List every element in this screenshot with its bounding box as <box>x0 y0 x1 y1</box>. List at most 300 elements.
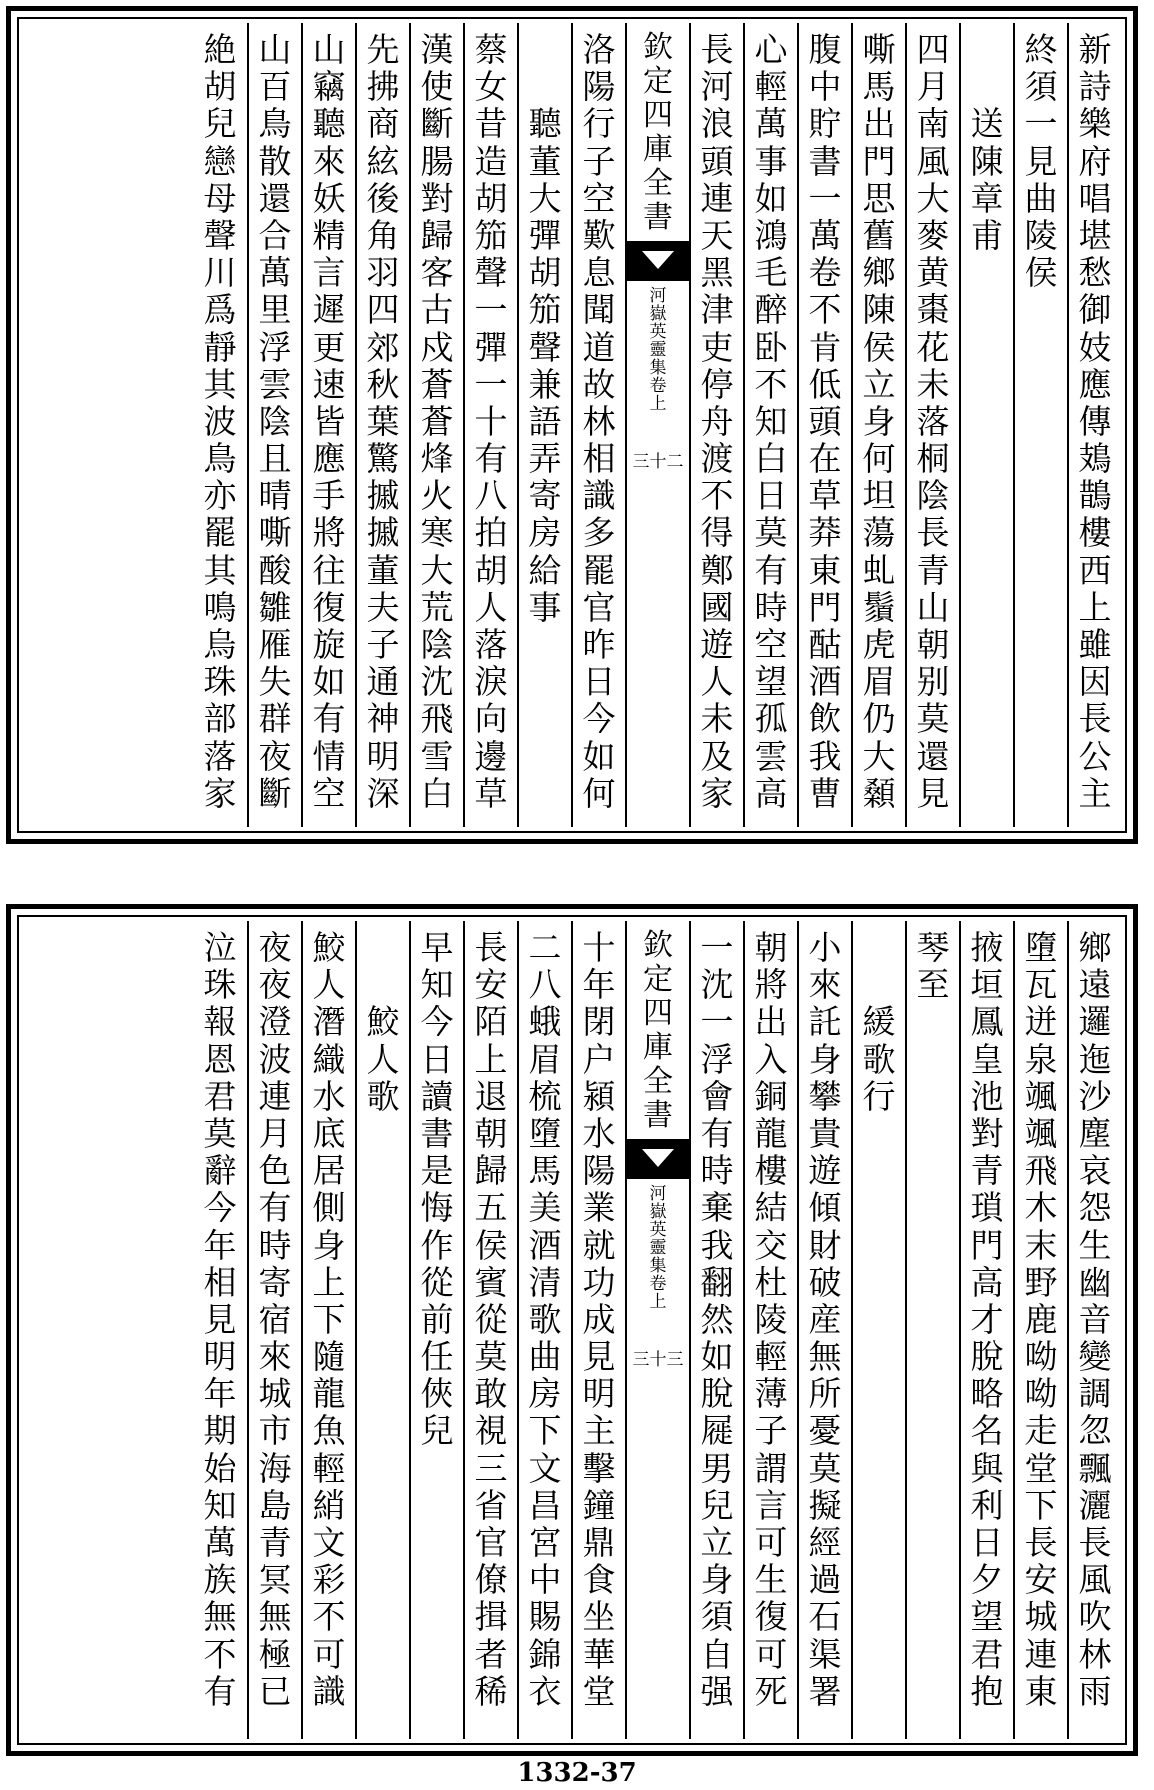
collection-title-char: 河 <box>649 1184 667 1204</box>
text-char: 火 <box>420 476 454 516</box>
text-char: 眉 <box>528 1039 562 1079</box>
text-char: 産 <box>808 1299 842 1339</box>
text-char: 翻 <box>700 1262 734 1302</box>
text-char: 颯 <box>1024 1113 1058 1153</box>
text-char: 嘶 <box>862 30 896 69</box>
text-char: 夜 <box>258 965 292 1005</box>
text-char: 居 <box>312 1151 346 1191</box>
text-char: 擬 <box>808 1485 842 1525</box>
text-char: 十 <box>582 928 616 967</box>
text-char: 戍 <box>420 327 454 367</box>
text-char: 雁 <box>258 625 292 664</box>
text-char: 美 <box>528 1188 562 1228</box>
text-column <box>517 921 571 1739</box>
header-title-char: 全 <box>643 1064 673 1099</box>
text-column <box>905 921 959 1739</box>
text-char: 摵 <box>366 513 400 553</box>
text-char: 珠 <box>203 965 237 1005</box>
text-char: 造 <box>474 141 508 181</box>
text-char: 綃 <box>312 1485 346 1525</box>
top-page-frame <box>6 6 1138 844</box>
text-char: 野 <box>1024 1262 1058 1302</box>
text-char: 怨 <box>1078 1188 1112 1228</box>
text-char: 無 <box>808 1337 842 1377</box>
text-column <box>301 23 355 827</box>
text-char: 復 <box>754 1597 788 1637</box>
text-char: 立 <box>862 364 896 404</box>
text-char: 黄 <box>916 253 950 293</box>
text-char: 道 <box>582 327 616 367</box>
text-char: 如 <box>582 736 616 776</box>
text-column <box>743 23 797 827</box>
text-char: 望 <box>754 662 788 702</box>
text-char: 迸 <box>1024 1002 1058 1042</box>
text-char: 人 <box>474 587 508 627</box>
text-char: 一 <box>474 364 508 404</box>
text-char: 得 <box>700 513 734 553</box>
text-char: 墮 <box>528 1113 562 1153</box>
text-char: 花 <box>916 327 950 367</box>
text-char: 生 <box>1078 1225 1112 1265</box>
text-char: 俠 <box>420 1374 454 1414</box>
text-char: 島 <box>258 1485 292 1525</box>
text-char: 河 <box>700 67 734 107</box>
text-char: 肯 <box>808 327 842 367</box>
text-char: 長 <box>1078 1523 1112 1562</box>
text-char: 唱 <box>1078 178 1112 218</box>
text-column <box>1013 23 1067 827</box>
text-char: 鄉 <box>862 253 896 293</box>
text-char: 賜 <box>528 1597 562 1637</box>
text-char: 輕 <box>754 67 788 107</box>
text-char: 飄 <box>1078 1448 1112 1488</box>
text-char: 葉 <box>366 401 400 441</box>
text-char: 連 <box>258 1076 292 1116</box>
text-char: 相 <box>582 439 616 479</box>
text-char: 安 <box>474 965 508 1005</box>
collection-title-char: 靈 <box>649 340 667 360</box>
text-char: 見 <box>916 773 950 813</box>
text-char: 吏 <box>700 327 734 367</box>
text-char: 退 <box>474 1076 508 1116</box>
text-char: 房 <box>528 1374 562 1414</box>
text-char: 擊 <box>582 1448 616 1488</box>
volume-char: 卷 <box>649 376 667 396</box>
text-char: 彈 <box>528 215 562 255</box>
text-char: 三 <box>474 1448 508 1488</box>
text-char: 虎 <box>862 625 896 664</box>
text-char: 萬 <box>258 253 292 293</box>
text-column <box>743 921 797 1739</box>
text-char: 其 <box>203 364 237 404</box>
text-char: 身 <box>862 401 896 441</box>
text-char: 鮫 <box>312 928 346 967</box>
text-char: 高 <box>754 773 788 813</box>
text-char: 夕 <box>970 1560 1004 1600</box>
text-column <box>463 921 517 1739</box>
text-char: 鮫 <box>366 1002 400 1042</box>
text-char: 財 <box>808 1225 842 1265</box>
text-char: 頭 <box>808 401 842 441</box>
text-char: 海 <box>258 1448 292 1488</box>
header-title-char: 定 <box>643 962 673 997</box>
text-char: 雪 <box>420 736 454 776</box>
text-char: 清 <box>528 1262 562 1302</box>
text-char: 所 <box>808 1374 842 1414</box>
text-char: 多 <box>582 513 616 553</box>
text-char: 成 <box>582 1299 616 1339</box>
text-char: 陵 <box>1024 215 1058 255</box>
text-char: 笳 <box>474 215 508 255</box>
text-char: 極 <box>258 1634 292 1674</box>
text-char: 錦 <box>528 1634 562 1674</box>
text-char: 生 <box>754 1560 788 1600</box>
text-char: 莫 <box>754 513 788 553</box>
bottom-page-columns <box>23 921 1121 1739</box>
text-char: 須 <box>700 1597 734 1637</box>
text-char: 羽 <box>366 253 400 293</box>
text-char: 萬 <box>754 104 788 144</box>
text-char: 堂 <box>1024 1448 1058 1488</box>
text-char: 瓦 <box>1024 965 1058 1005</box>
text-char: 子 <box>582 141 616 181</box>
text-char: 歌 <box>366 1076 400 1116</box>
text-char: 利 <box>970 1485 1004 1525</box>
text-char: 陽 <box>582 1151 616 1191</box>
text-char: 脫 <box>970 1337 1004 1377</box>
text-column <box>301 921 355 1739</box>
text-char: 蒼 <box>420 401 454 441</box>
text-char: 出 <box>862 104 896 144</box>
page-header-column <box>625 921 689 1739</box>
text-char: 棄 <box>700 1188 734 1228</box>
text-column <box>851 921 905 1739</box>
text-column <box>355 921 409 1739</box>
text-char: 思 <box>862 178 896 218</box>
text-char: 淚 <box>474 662 508 702</box>
text-char: 散 <box>258 141 292 181</box>
page-header-column <box>625 23 689 827</box>
text-char: 毛 <box>754 253 788 293</box>
text-char: 呦 <box>1024 1337 1058 1377</box>
text-char: 卷 <box>808 253 842 293</box>
text-char: 鄭 <box>700 550 734 590</box>
text-char: 津 <box>700 290 734 330</box>
text-char: 朝 <box>754 928 788 967</box>
text-column <box>247 23 301 827</box>
text-char: 走 <box>1024 1411 1058 1451</box>
text-char: 夜 <box>258 928 292 967</box>
text-char: 陵 <box>754 1299 788 1339</box>
text-char: 年 <box>203 1374 237 1414</box>
text-char: 虬 <box>862 550 896 590</box>
text-char: 空 <box>582 178 616 218</box>
text-char: 送 <box>970 104 1004 144</box>
text-char: 至 <box>916 965 950 1005</box>
text-char: 下 <box>312 1299 346 1339</box>
text-char: 終 <box>1024 30 1058 69</box>
text-char: 破 <box>808 1262 842 1302</box>
text-char: 早 <box>420 928 454 967</box>
text-char: 夜 <box>258 736 292 776</box>
text-char: 男 <box>700 1448 734 1488</box>
text-char: 文 <box>528 1448 562 1488</box>
text-char: 草 <box>474 773 508 813</box>
text-char: 四 <box>366 290 400 330</box>
text-char: 還 <box>916 736 950 776</box>
text-char: 稀 <box>474 1671 508 1711</box>
text-column <box>517 23 571 827</box>
text-char: 不 <box>203 1634 237 1674</box>
text-char: 長 <box>1024 1523 1058 1562</box>
text-char: 灑 <box>1078 1485 1112 1525</box>
text-char: 時 <box>754 587 788 627</box>
text-column <box>797 23 851 827</box>
text-char: 魚 <box>312 1411 346 1451</box>
text-char: 歌 <box>528 1299 562 1339</box>
text-char: 堪 <box>1078 215 1112 255</box>
text-char: 如 <box>312 662 346 702</box>
text-char: 今 <box>203 1188 237 1228</box>
text-char: 飛 <box>420 699 454 739</box>
text-char: 空 <box>754 625 788 664</box>
text-char: 門 <box>808 587 842 627</box>
text-char: 往 <box>312 550 346 590</box>
text-char: 一 <box>700 928 734 967</box>
text-char: 掖 <box>970 928 1004 967</box>
text-char: 何 <box>582 773 616 813</box>
text-char: 且 <box>258 439 292 479</box>
text-char: 連 <box>1024 1634 1058 1674</box>
text-char: 何 <box>862 439 896 479</box>
text-char: 南 <box>916 104 950 144</box>
text-char: 五 <box>474 1188 508 1228</box>
text-char: 府 <box>1078 141 1112 181</box>
leaf-number: 三十二 <box>632 452 684 472</box>
text-char: 八 <box>474 476 508 516</box>
text-char: 身 <box>312 1225 346 1265</box>
text-char: 見 <box>203 1299 237 1339</box>
text-char: 朝 <box>474 1113 508 1153</box>
text-char: 上 <box>474 1039 508 1079</box>
text-char: 胡 <box>474 550 508 590</box>
text-char: 語 <box>528 401 562 441</box>
text-char: 對 <box>970 1113 1004 1153</box>
text-char: 其 <box>203 550 237 590</box>
text-char: 始 <box>203 1448 237 1488</box>
text-char: 晴 <box>258 476 292 516</box>
text-char: 一 <box>1024 104 1058 144</box>
text-char: 謂 <box>754 1448 788 1488</box>
text-char: 末 <box>1024 1225 1058 1265</box>
collection-title-char: 集 <box>649 1256 667 1276</box>
text-char: 名 <box>970 1411 1004 1451</box>
text-char: 大 <box>916 178 950 218</box>
text-char: 宿 <box>258 1299 292 1339</box>
text-char: 立 <box>700 1523 734 1562</box>
text-char: 會 <box>700 1076 734 1116</box>
text-char: 曲 <box>1024 178 1058 218</box>
text-char: 鐘 <box>582 1485 616 1525</box>
text-char: 銅 <box>754 1076 788 1116</box>
text-char: 琴 <box>916 928 950 967</box>
text-char: 白 <box>420 773 454 813</box>
text-char: 長 <box>916 513 950 553</box>
text-char: 交 <box>754 1225 788 1265</box>
text-char: 聽 <box>528 104 562 144</box>
text-char: 貴 <box>808 1113 842 1153</box>
text-char: 皇 <box>970 1039 1004 1079</box>
text-char: 言 <box>312 253 346 293</box>
text-char: 今 <box>582 699 616 739</box>
text-char: 兒 <box>203 104 237 144</box>
text-char: 二 <box>528 928 562 967</box>
text-char: 視 <box>474 1411 508 1451</box>
text-char: 鹿 <box>1024 1299 1058 1339</box>
text-char: 萬 <box>203 1523 237 1562</box>
header-title-char: 四 <box>643 98 673 133</box>
text-column <box>905 23 959 827</box>
text-char: 垣 <box>970 965 1004 1005</box>
text-char: 户 <box>582 1039 616 1079</box>
text-char: 華 <box>582 1634 616 1674</box>
text-char: 侯 <box>474 1225 508 1265</box>
text-char: 遊 <box>808 1151 842 1191</box>
text-char: 墮 <box>1024 928 1058 967</box>
text-char: 莫 <box>474 1337 508 1377</box>
text-char: 酒 <box>528 1225 562 1265</box>
text-char: 忽 <box>1078 1411 1112 1451</box>
text-column <box>797 921 851 1739</box>
text-char: 龍 <box>312 1374 346 1414</box>
text-char: 死 <box>754 1671 788 1711</box>
text-column <box>193 921 247 1739</box>
text-char: 是 <box>420 1151 454 1191</box>
text-char: 識 <box>582 476 616 516</box>
text-char: 蛾 <box>528 1002 562 1042</box>
text-char: 神 <box>366 699 400 739</box>
text-char: 梳 <box>528 1076 562 1116</box>
text-char: 衣 <box>528 1671 562 1711</box>
text-char: 息 <box>582 253 616 293</box>
text-column <box>959 921 1013 1739</box>
text-char: 時 <box>258 1225 292 1265</box>
text-char: 事 <box>754 141 788 181</box>
text-column <box>959 23 1013 827</box>
text-char: 宮 <box>528 1523 562 1562</box>
text-char: 聲 <box>528 327 562 367</box>
text-char: 不 <box>700 476 734 516</box>
text-char: 可 <box>754 1523 788 1562</box>
text-char: 人 <box>700 662 734 702</box>
text-char: 音 <box>1078 1299 1112 1339</box>
text-char: 門 <box>970 1225 1004 1265</box>
text-char: 深 <box>366 773 400 813</box>
text-char: 水 <box>312 1076 346 1116</box>
text-char: 速 <box>312 364 346 404</box>
collection-title-char: 英 <box>649 322 667 342</box>
text-char: 將 <box>754 965 788 1005</box>
text-char: 書 <box>808 141 842 181</box>
text-char: 酒 <box>808 662 842 702</box>
text-char: 酸 <box>258 550 292 590</box>
text-char: 輕 <box>754 1337 788 1377</box>
text-char: 鄉 <box>1078 928 1112 967</box>
text-char: 罷 <box>203 513 237 553</box>
text-char: 傳 <box>1078 401 1112 441</box>
text-char: 昨 <box>582 625 616 664</box>
text-char: 風 <box>916 141 950 181</box>
header-title-char: 欽 <box>643 928 673 963</box>
text-char: 泣 <box>203 928 237 967</box>
collection-title-char: 靈 <box>649 1238 667 1258</box>
text-char: 行 <box>582 104 616 144</box>
text-char: 兒 <box>420 1411 454 1451</box>
text-char: 行 <box>862 1076 896 1116</box>
text-char: 對 <box>420 178 454 218</box>
text-char: 憂 <box>808 1411 842 1451</box>
text-char: 顙 <box>862 773 896 813</box>
text-char: 託 <box>808 1002 842 1042</box>
text-char: 有 <box>474 439 508 479</box>
text-char: 低 <box>808 364 842 404</box>
text-char: 樓 <box>1078 513 1112 553</box>
header-title-char: 全 <box>643 166 673 201</box>
text-char: 頭 <box>700 141 734 181</box>
text-char: 食 <box>582 1560 616 1600</box>
text-char: 日 <box>582 662 616 702</box>
text-char: 有 <box>754 550 788 590</box>
text-column <box>1067 921 1121 1739</box>
text-char: 陌 <box>474 1002 508 1042</box>
text-char: 詩 <box>1078 67 1112 107</box>
text-char: 大 <box>862 736 896 776</box>
text-char: 曲 <box>528 1337 562 1377</box>
text-char: 通 <box>366 662 400 702</box>
text-char: 漢 <box>420 30 454 69</box>
text-char: 無 <box>258 1597 292 1637</box>
text-char: 屣 <box>700 1411 734 1451</box>
text-char: 知 <box>754 401 788 441</box>
text-char: 下 <box>1024 1485 1058 1525</box>
text-char: 手 <box>312 476 346 516</box>
text-char: 者 <box>474 1634 508 1674</box>
text-char: 夫 <box>366 587 400 627</box>
text-char: 弄 <box>528 439 562 479</box>
text-char: 事 <box>528 587 562 627</box>
text-char: 亦 <box>203 476 237 516</box>
text-char: 黑 <box>700 253 734 293</box>
text-column <box>1067 23 1121 827</box>
text-char: 東 <box>808 550 842 590</box>
text-char: 草 <box>808 476 842 516</box>
text-char: 已 <box>258 1671 292 1711</box>
text-char: 過 <box>808 1560 842 1600</box>
text-char: 聽 <box>312 104 346 144</box>
text-char: 木 <box>1024 1188 1058 1228</box>
text-column <box>851 23 905 827</box>
text-char: 薄 <box>754 1374 788 1414</box>
text-char: 無 <box>203 1597 237 1637</box>
text-char: 天 <box>700 215 734 255</box>
text-char: 珠 <box>203 662 237 702</box>
text-char: 莫 <box>808 1448 842 1488</box>
text-column <box>689 921 743 1739</box>
text-char: 雖 <box>1078 625 1112 664</box>
text-char: 旋 <box>312 625 346 664</box>
text-column <box>247 921 301 1739</box>
text-char: 卧 <box>754 327 788 367</box>
